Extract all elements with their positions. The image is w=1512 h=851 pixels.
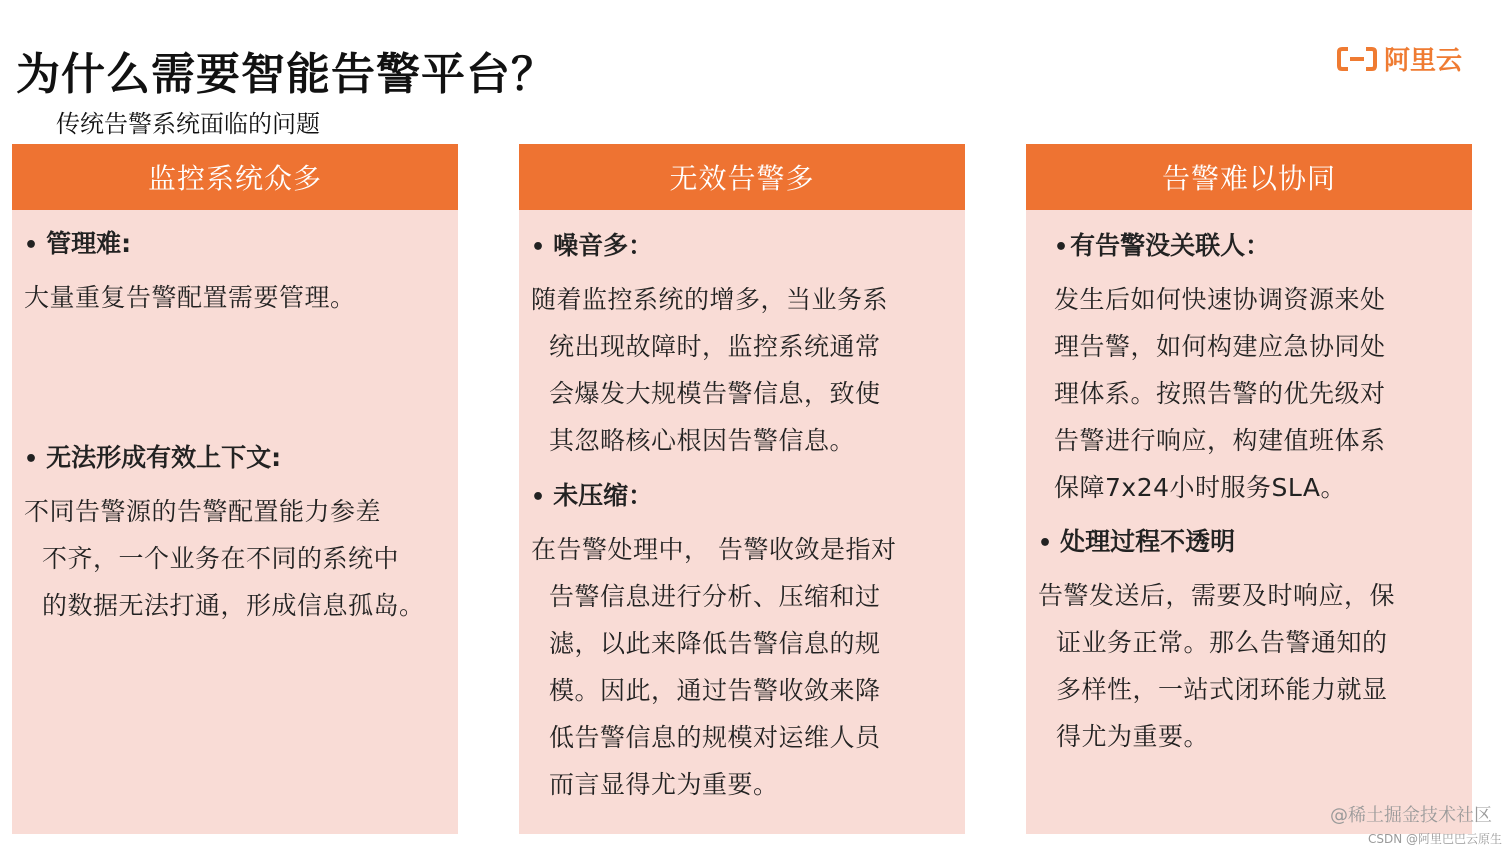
watermark-juejin: @稀土掘金技术社区 [1330,805,1492,826]
section-noise [531,226,957,464]
bullet-paragraph [1038,572,1464,760]
section-no-owner [1054,226,1464,511]
paragraph-line: 理告警，如何构建应急协同处 [1054,332,1386,361]
bullet-text: 有告警没关联人： [1070,231,1271,260]
bullet-dot-icon: • [1038,531,1053,556]
bullet-text: 管理难: [46,229,132,258]
paragraph-line: 而言显得尤为重要。 [549,770,779,799]
paragraph-line: 随着监控系统的增多，当业务系 [531,285,889,314]
paragraph-line: 会爆发大规模告警信息，致使 [549,379,881,408]
bullet-paragraph [24,274,450,321]
paragraph-line: 理体系。按照告警的优先级对 [1054,379,1386,408]
bullet-dot-icon: • [24,233,39,258]
card-header: 无效告警多 [519,144,965,210]
aliyun-logo [1336,40,1462,77]
section-management [24,224,450,321]
paragraph-line: 低告警信息的规模对运维人员 [549,723,881,752]
paragraph-line: 保障7x24小时服务SLA。 [1054,473,1346,502]
bullet-heading [1054,226,1464,266]
paragraph-line: 告警进行响应，构建值班体系 [1054,426,1386,455]
paragraph-line: 统出现故障时，监控系统通常 [549,332,881,361]
card-monitoring-systems [12,144,458,834]
bullet-dot-icon: • [1054,235,1069,260]
bullet-text: 未压缩： [553,481,654,510]
aliyun-logo-icon [1336,46,1378,72]
bullet-heading [531,476,957,516]
bullet-text: 噪音多： [553,231,654,260]
card-header: 告警难以协同 [1026,144,1472,210]
bullet-heading [531,226,957,266]
bullet-dot-icon: • [24,447,39,472]
bullet-heading [1038,522,1464,562]
bullet-text: 无法形成有效上下文: [46,443,282,472]
bullet-paragraph [531,526,957,808]
section-opaque-process [1038,522,1464,760]
card-body [24,210,450,834]
paragraph-line: 大量重复告警配置需要管理。 [24,283,356,312]
paragraph-line: 多样性，一站式闭环能力就显 [1056,675,1388,704]
card-body [1038,210,1464,834]
bullet-paragraph [24,488,450,629]
bullet-text: 处理过程不透明 [1060,527,1236,556]
bullet-paragraph [1054,276,1464,511]
slide-title: 为什么需要智能告警平台？ [16,49,556,100]
bullet-paragraph [531,276,957,464]
bullet-dot-icon: • [531,235,546,260]
paragraph-line: 其忽略核心根因告警信息。 [549,426,856,455]
paragraph-line: 证业务正常。那么告警通知的 [1056,628,1388,657]
section-context [24,438,450,629]
paragraph-line: 告警信息进行分析、压缩和过 [549,582,881,611]
bullet-dot-icon: • [531,485,546,510]
bullet-heading [24,438,450,478]
card-body [531,210,957,834]
paragraph-line: 不齐，一个业务在不同的系统中 [42,544,400,573]
paragraph-line: 发生后如何快速协调资源来处 [1054,285,1386,314]
paragraph-line: 得尤为重要。 [1056,722,1210,751]
card-header: 监控系统众多 [12,144,458,210]
section-uncompressed [531,476,957,808]
paragraph-line: 在告警处理中， 告警收敛是指对 [531,535,897,564]
bullet-heading [24,224,450,264]
paragraph-line: 模。因此，通过告警收敛来降 [549,676,881,705]
logo-text: 阿里云 [1384,46,1463,76]
card-invalid-alerts [519,144,965,834]
slide-subtitle: 传统告警系统面临的问题 [56,110,320,138]
paragraph-line: 的数据无法打通，形成信息孤岛。 [42,591,425,620]
paragraph-line: 告警发送后，需要及时响应，保 [1038,581,1396,610]
paragraph-line: 滤，以此来降低告警信息的规 [549,629,881,658]
paragraph-line: 不同告警源的告警配置能力参差 [24,497,382,526]
card-collaboration [1026,144,1472,834]
watermark-csdn: CSDN @阿里巴巴云原生 [1367,832,1502,846]
